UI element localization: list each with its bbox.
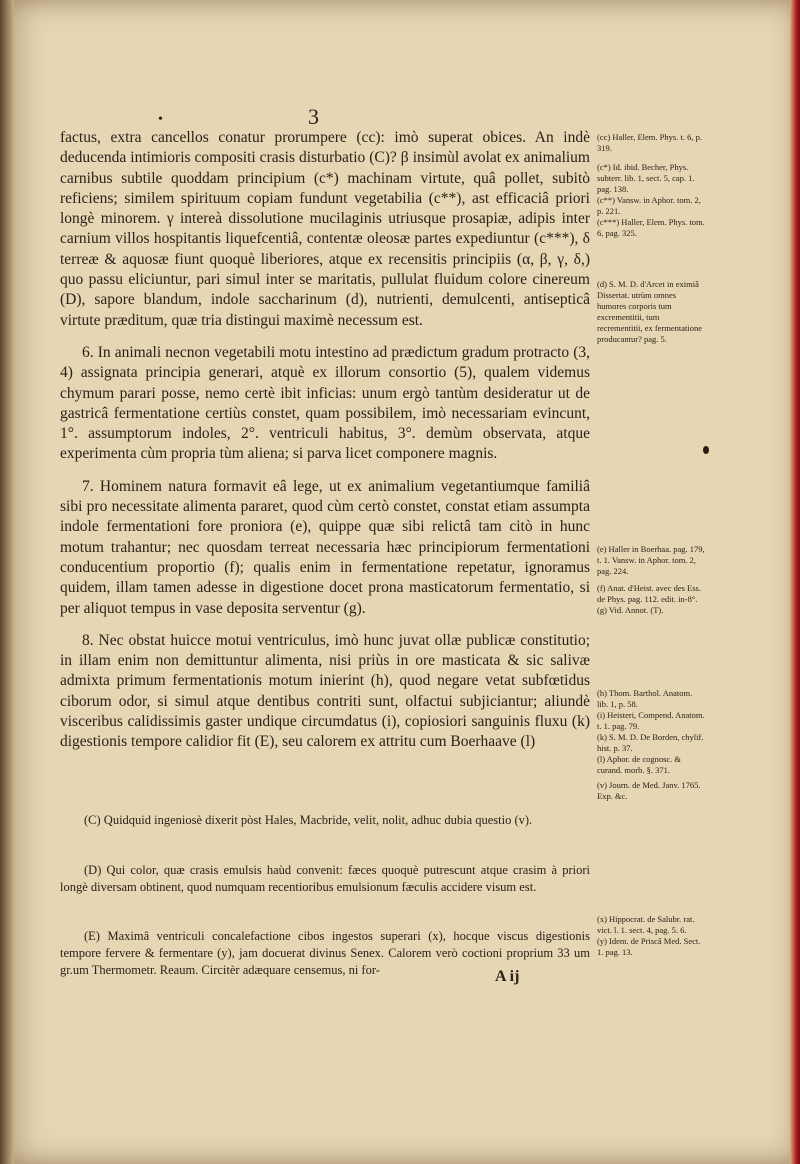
margin-note: (l) Aphor. de cognosc. & curand. morb. §. 371. [597, 754, 682, 775]
margin-note: (f) Anat. d'Heist. avec des Ess. de Phys. pag. 112. edit. in-8°. [597, 583, 701, 604]
ink-stain [703, 446, 709, 454]
footnote-text: (E) Maximâ ventriculi concalefactione cibos ingestos superari (x), hocque viscus digestionis tempore fervere & fermentare (y), jam docuerat divinus Senex. Calorem verò coctioni proprium 33 um gr.um Thermometr. Reaum. Circitèr adæquare censemus, ni for- [60, 929, 590, 977]
paragraph-8: 8. Nec obstat huicce motui ventriculus, imò hunc juvat ollæ publicæ constitutio; in illam enim non demittuntur alimenta, nisi priùs in ore masticata & sic salivæ admixta primum fermentationis motum inierint (h), quod negare vetat subfœtidus ciborum odor, si simul atque dentibus contriti sunt, olfactui subjiciantur; aliundè visceribus calidissimis gaster undique circumdatus (i), copiosiori sanguinis fluxu (k) digestionis tempore calidior fit (E), seu calorem ex attritu cum Boerhaave (l) [60, 631, 590, 751]
margin-note: (v) Journ. de Med. Janv. 1765. Exp. &c. [597, 780, 701, 801]
main-text [60, 128, 590, 753]
margin-note: (y) Idem. de Priscâ Med. Sect. 1. pag. 13. [597, 936, 701, 957]
margin-notes-bottom [597, 914, 705, 958]
book-edge [790, 0, 800, 1164]
footnote-C [60, 812, 590, 829]
margin-note: (d) S. M. D. d'Arcet in eximiâ Dissertat. utrùm omnes humores corporis tum excrementitii, tum recrementitii, ex fermentatione producantur? pag. 5. [597, 279, 703, 344]
signature-mark: A ij [495, 968, 520, 985]
margin-note: (g) Vid. Annot. (T). [597, 605, 664, 615]
margin-notes-mid [597, 544, 705, 616]
footnote-D [60, 862, 590, 896]
margin-note: (c**) Vansw. in Aphor. tom. 2, p. 221. [597, 195, 701, 216]
margin-note: (cc) Haller, Elem. Phys. t. 6, p. 319. [597, 132, 702, 153]
margin-notes-top [597, 132, 705, 345]
page-number: 3 [308, 104, 319, 129]
margin-note: (k) S. M. D. De Borden, chylif. hist. p. 37. [597, 732, 704, 753]
margin-note: (e) Haller in Boerhaa. pag. 179, t. 1. Vansw. in Aphor. tom. 2, pag. 224. [597, 544, 705, 576]
paragraph-continued: factus, extra cancellos conatur prorumpere (cc): imò superat obices. An indè deducenda intimioris compositi crasis disturbatio (C)? β insimùl avolat ex animalium carnibus subtile quoddam principium (c*) machinam virtute, quâ pollet, subitò reficiens; similem spirituum copiam fundunt vegetabilia (c**), ast efficaciâ priori longè minorem. γ intereà dissolutione mucilaginis utriusque prosapiæ, adipis inter carnium villos hospitantis liquefcentiâ, contentæ oleosæ partes expediuntur (c***), δ terreæ & aquosæ fiunt quoquè liberiores, atque ex recensitis principiis (α, β, γ, δ,) quo passu eliciuntur, pari simul inter se maritatis, pullulat fluidum colore cinereum (D), sapore blandum, indole saccharinum (d), nutrienti, demulcenti, antisepticâ virtute præditum, quæ tria distingui maximè necessum est. [60, 129, 590, 329]
paragraph-7: 7. Hominem natura formavit eâ lege, ut ex animalium vegetantiumque familiâ sibi pro necessitate alimenta pararet, quod cùm certò constet, constat etiam assumpta indole fermentationi fore proniora (e), quippe quæ sibi relictâ tam citò in hunc motum trahantur; nec quosdam terreat necessaria hæc principiorum fermentationi conducentium proportio (f); qualis enim in fermentatione repetatur, ignoramus quidem, illam tamen adesse in digestione docet prona masticatorum fermentatio, si per aliquot tempus in vase deposita serventur (g). [60, 477, 590, 617]
margin-note: (c***) Haller, Elem. Phys. tom. 6, pag. 325. [597, 217, 705, 238]
margin-notes-low [597, 688, 705, 802]
footnote-text: (C) Quidquid ingeniosè dixerit pòst Hales, Macbride, velit, nolit, adhuc dubia questio (v). [84, 813, 533, 827]
footnote-text: (D) Qui color, quæ crasis emulsis haùd convenit: fæces quoquè putrescunt atque crasim à priori longè diversam obtinent, quod numquam recentioribus emulsionum fæculis accidere visum est. [60, 863, 590, 894]
margin-note: (h) Thom. Barthol. Anatom. lib. 1, p. 58. [597, 688, 693, 709]
margin-note: (x) Hippocrat. de Salubr. rat. vict. l. 1. sect. 4, pag. 5. 6. [597, 914, 695, 935]
ink-dot: • [158, 112, 163, 127]
page-gutter-shadow [0, 0, 14, 1164]
margin-note: (c*) Id. ibid. Becher, Phys. subterr. lib. 1, sect. 5, cap. 1. pag. 138. [597, 162, 695, 194]
margin-note: (i) Heisteri, Compend. Anatom. t. 1. pag. 79. [597, 710, 705, 731]
paragraph-6: 6. In animali necnon vegetabili motu intestino ad prædictum gradum protracto (3, 4) assignata principia generari, atquè ex illorum consortio (5), qualem videmus chymum parari posse, nemo certè ibit inficias: unum ergò tantùm desideratur ut de gastricâ fermentatione certiùs constet, quam possibilem, imò necessariam evincunt, 1°. assumptorum indoles, 2°. ventriculi habitus, 3°. demùm observata, atque experimenta cùm propria tùm aliena; si parva licet componere magnis. [60, 343, 590, 463]
